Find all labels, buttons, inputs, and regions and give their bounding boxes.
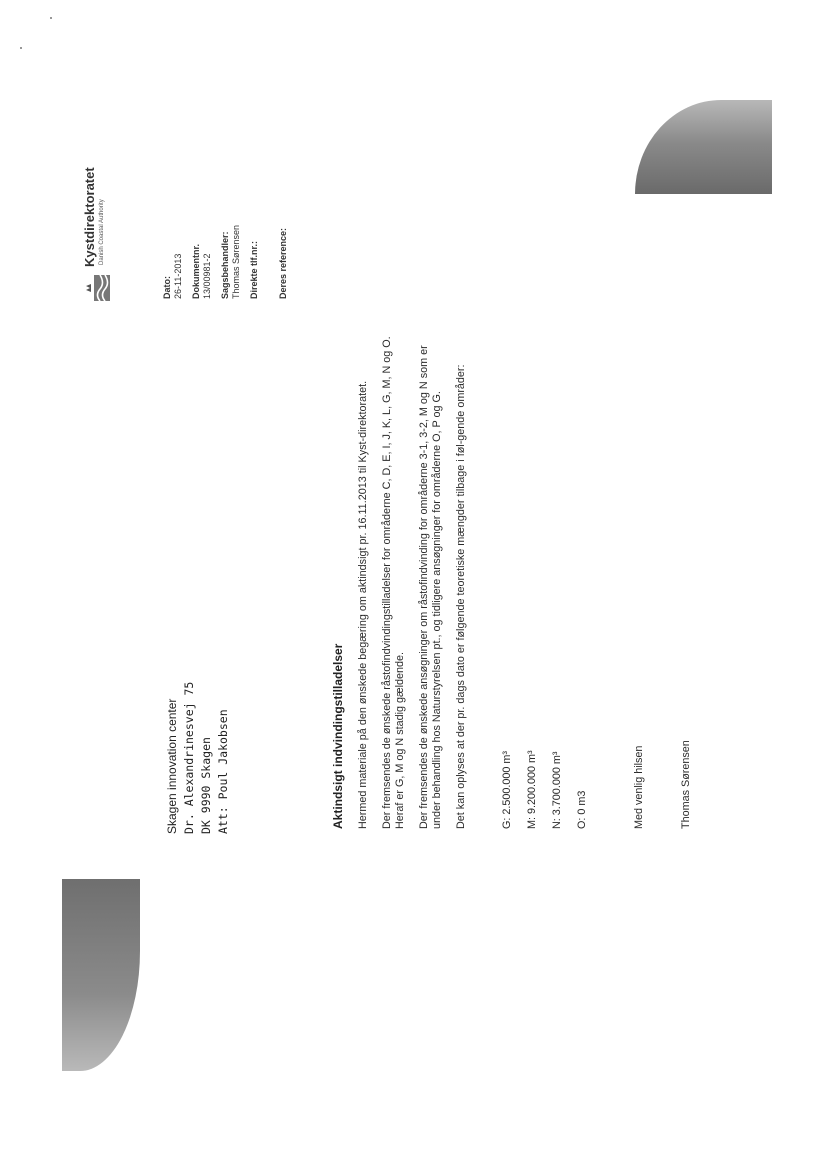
meta-your-reference: Deres reference: (278, 227, 288, 299)
scan-speck (20, 47, 22, 49)
recipient-address (164, 434, 232, 834)
amount-item: N: 3.700.000 m³ (551, 751, 563, 829)
kystdirektoratet-logo (74, 153, 122, 303)
body-paragraph: Det kan oplyses at der pr. dags dato er følgende teoretiske mængder tilbage i føl-gende områder: (455, 364, 467, 829)
crown-wave-logo-icon (82, 273, 112, 303)
recipient-street: Dr. Alexandrinesvej 75 (182, 681, 196, 834)
remaining-amounts-list (501, 329, 589, 829)
recipient-city: DK 9990 Skagen (199, 737, 213, 834)
amount-item: G: 2.500.000 m³ (501, 750, 513, 829)
letter-subject: Aktindsigt indvindingstilladelser (331, 643, 345, 829)
body-paragraph: Hermed materiale på den ønskede begæring om aktindsigt pr. 16.11.2013 til Kyst-direktoratet. (357, 380, 369, 829)
scan-speck (50, 17, 52, 19)
meta-case-officer: Sagsbehandler: Thomas Sørensen (220, 224, 241, 299)
amount-item: M: 9.200.000 m³ (526, 750, 538, 829)
recipient-attention: Att: Poul Jakobsen (216, 709, 230, 834)
letter-body (357, 329, 693, 829)
meta-direct-phone: Direkte tlf.nr.: (249, 240, 259, 299)
recipient-organization: Skagen innovation center (165, 698, 179, 834)
signature-name: Thomas Sørensen (680, 740, 692, 829)
body-paragraph: Der fremsendes de ønskede ansøgninger om råstofindvinding for områderne 3-1, 3-2, M og N som er under behandling hos Naturstyrelsen pt., og tidligere ansøgninger for områderne O, P og G. (418, 345, 443, 829)
body-paragraph: Der fremsendes de ønskede råstofindvindingstilladelser for områderne C, D, E, I, J, K, L, G, M, N og O. Heraf er G, M og N stadig gældende. (381, 336, 406, 829)
org-name: Kystdirektoratet (82, 167, 97, 267)
amount-item: O: 0 m3 (576, 790, 588, 829)
closing-greeting: Med venlig hilsen (633, 745, 645, 829)
org-subtitle: Danish Coastal Authority (99, 199, 105, 265)
letterhead-band-bottom (635, 100, 772, 194)
document-metadata (162, 99, 296, 299)
letterhead-band-top (62, 879, 140, 1071)
meta-date: Dato: 26-11-2013 (162, 253, 183, 299)
meta-document-number: Dokumentnr. 13/00981-2 (191, 243, 212, 299)
